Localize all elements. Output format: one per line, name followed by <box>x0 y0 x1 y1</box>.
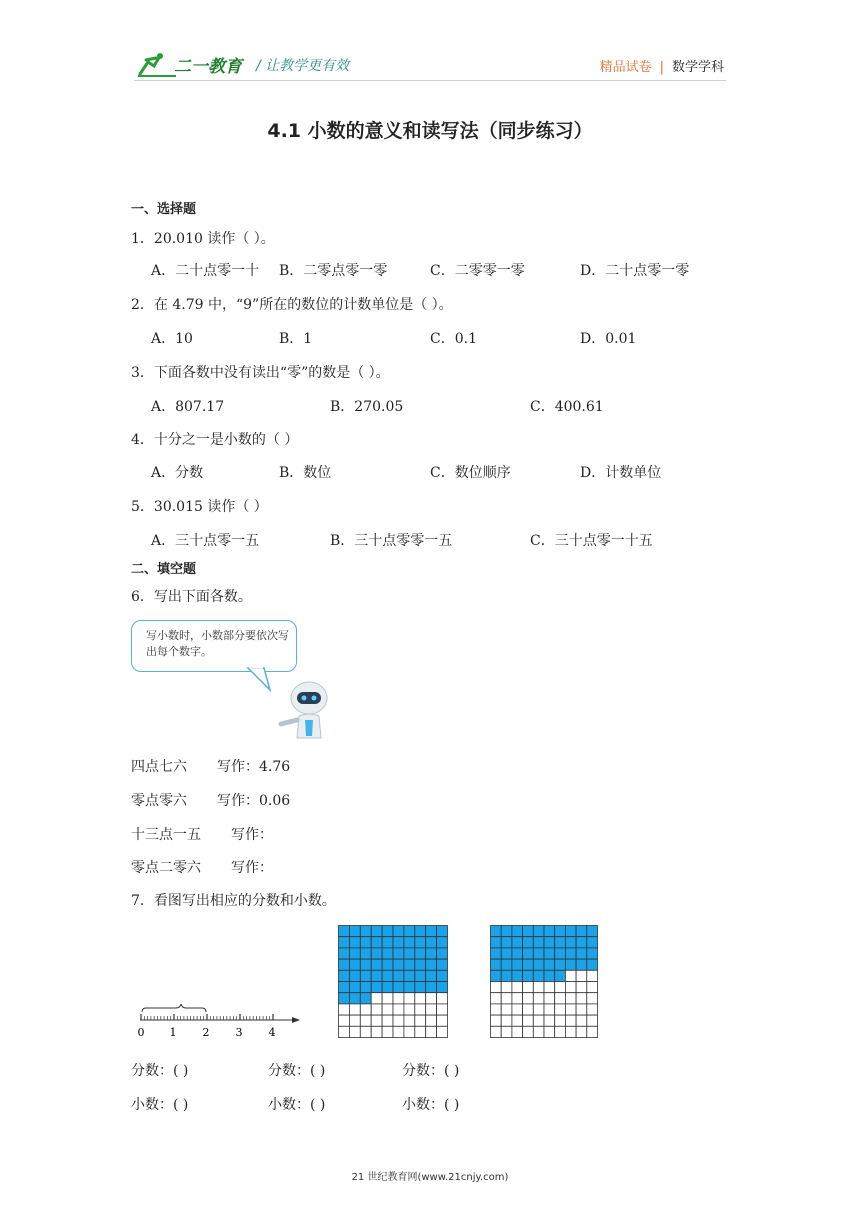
grid-cell-empty <box>415 1004 426 1015</box>
grid-cell-shaded <box>415 926 426 937</box>
grid-cell-shaded <box>349 926 360 937</box>
question-1-option-a: A．二十点零一十 <box>151 263 260 279</box>
grid-cell-empty <box>523 1004 534 1015</box>
header-badge: 精品试卷 <box>599 60 652 75</box>
question-4-option-d: D．计数单位 <box>580 465 662 481</box>
grid-cell-shaded <box>349 993 360 1004</box>
grid-cell-shaded <box>491 959 502 970</box>
q7-fraction-1: 分数：( ) <box>131 1063 189 1079</box>
question-7-stem: 7．看图写出相应的分数和小数。 <box>131 893 336 909</box>
grid-cell-empty <box>382 1015 393 1026</box>
grid-cell-shaded <box>339 948 350 959</box>
grid-cell-shaded <box>437 926 448 937</box>
grid-cell-empty <box>565 993 576 1004</box>
header-subject: 数学学科 <box>671 60 724 75</box>
question-1-option-b: B．二零点零一零 <box>279 263 388 279</box>
grid-cell-shaded <box>437 937 448 948</box>
grid-cell-shaded <box>360 948 371 959</box>
grid-cell-empty <box>555 993 566 1004</box>
grid-cell-empty <box>512 993 523 1004</box>
hundred-grid-2 <box>490 925 598 1038</box>
grid-cell-empty <box>512 982 523 993</box>
grid-cell-empty <box>491 1026 502 1037</box>
grid-cell-shaded <box>523 970 534 981</box>
grid-cell-shaded <box>437 948 448 959</box>
q6-line-2 <box>131 790 291 810</box>
grid-cell-shaded <box>576 926 587 937</box>
grid-cell-shaded <box>437 959 448 970</box>
grid-cell-empty <box>426 1004 437 1015</box>
grid-cell-shaded <box>339 982 350 993</box>
grid-cell-shaded <box>404 959 415 970</box>
question-1-option-d: D．二十点零一零 <box>580 263 690 279</box>
number-line-label-2: 2 <box>202 1026 210 1039</box>
question-2-option-c: C．0.1 <box>430 331 477 347</box>
grid-cell-shaded <box>491 937 502 948</box>
grid-cell-empty <box>533 982 544 993</box>
question-4-stem: 4．十分之一是小数的（ ） <box>131 432 299 448</box>
grid-cell-empty <box>349 1004 360 1015</box>
q6-line-4 <box>131 857 273 877</box>
section-heading-choice: 一、选择题 <box>131 202 197 217</box>
q6-line-4-write: 写作： <box>231 860 273 876</box>
grid-cell-shaded <box>501 948 512 959</box>
question-3-option-a: A．807.17 <box>151 399 225 415</box>
grid-cell-empty <box>576 1026 587 1037</box>
grid-cell-empty <box>512 1015 523 1026</box>
grid-cell-shaded <box>512 926 523 937</box>
grid-cell-shaded <box>533 926 544 937</box>
grid-cell-shaded <box>415 948 426 959</box>
grid-cell-shaded <box>544 926 555 937</box>
grid-cell-shaded <box>437 970 448 981</box>
grid-cell-shaded <box>393 982 404 993</box>
grid-cell-shaded <box>404 982 415 993</box>
grid-cell-empty <box>544 993 555 1004</box>
grid-cell-shaded <box>491 948 502 959</box>
question-1-stem: 1．20.010 读作（ ）。 <box>131 231 275 247</box>
grid-cell-empty <box>576 1015 587 1026</box>
question-5-stem: 5．30.015 读作（ ） <box>131 499 268 515</box>
grid-cell-shaded <box>371 982 382 993</box>
grid-cell-shaded <box>491 926 502 937</box>
grid-cell-shaded <box>501 970 512 981</box>
grid-cell-shaded <box>415 982 426 993</box>
grid-cell-empty <box>371 993 382 1004</box>
grid-cell-empty <box>501 993 512 1004</box>
q6-line-2-read: 零点零六 <box>131 793 187 809</box>
grid-cell-shaded <box>393 926 404 937</box>
grid-cell-empty <box>501 1026 512 1037</box>
grid-cell-empty <box>512 1026 523 1037</box>
grid-cell-empty <box>404 1015 415 1026</box>
question-3-stem: 3．下面各数中没有读出“零”的数是（ ）。 <box>131 365 390 381</box>
q6-line-3-read: 十三点一五 <box>131 827 201 843</box>
grid-cell-shaded <box>587 926 598 937</box>
grid-cell-shaded <box>555 970 566 981</box>
q6-line-4-read: 零点二零六 <box>131 860 201 876</box>
grid-cell-shaded <box>339 993 350 1004</box>
q6-line-1-read: 四点七六 <box>131 759 187 775</box>
grid-cell-empty <box>523 993 534 1004</box>
grid-cell-shaded <box>360 926 371 937</box>
question-5-option-c: C．三十点零一十五 <box>530 533 653 549</box>
question-3-option-c: C．400.61 <box>530 399 604 415</box>
number-line-label-0: 0 <box>137 1026 145 1039</box>
grid-cell-empty <box>437 1015 448 1026</box>
grid-cell-shaded <box>576 948 587 959</box>
question-2-stem: 2．在 4.79 中，“9”所在的数位的计数单位是（ ）。 <box>131 297 453 313</box>
grid-cell-shaded <box>437 982 448 993</box>
grid-cell-empty <box>501 1015 512 1026</box>
grid-cell-shaded <box>426 970 437 981</box>
q7-decimal-2: 小数：( ) <box>268 1097 326 1113</box>
question-2-option-b: B．1 <box>279 331 313 347</box>
question-4-option-a: A．分数 <box>151 465 204 481</box>
grid-cell-empty <box>544 982 555 993</box>
grid-cell-shaded <box>501 937 512 948</box>
grid-cell-shaded <box>404 926 415 937</box>
grid-cell-empty <box>501 1004 512 1015</box>
grid-cell-empty <box>404 993 415 1004</box>
grid-cell-empty <box>360 1015 371 1026</box>
number-line-brace <box>142 1004 206 1012</box>
question-2-option-d: D．0.01 <box>580 331 637 347</box>
grid-cell-empty <box>382 1026 393 1037</box>
grid-cell-empty <box>576 982 587 993</box>
grid-cell-shaded <box>339 959 350 970</box>
grid-cell-shaded <box>491 970 502 981</box>
grid-cell-empty <box>426 1026 437 1037</box>
grid-cell-empty <box>587 1004 598 1015</box>
q7-fraction-3: 分数：( ) <box>402 1063 460 1079</box>
section-heading-fill: 二、填空题 <box>131 562 197 577</box>
grid-cell-empty <box>360 1004 371 1015</box>
grid-cell-shaded <box>555 959 566 970</box>
number-line <box>136 1004 306 1040</box>
grid-cell-empty <box>339 1004 350 1015</box>
question-1-option-c: C．二零零一零 <box>430 263 525 279</box>
grid-cell-empty <box>544 1026 555 1037</box>
grid-cell-shaded <box>523 937 534 948</box>
q6-line-3-write: 写作： <box>231 827 273 843</box>
grid-cell-empty <box>587 982 598 993</box>
grid-cell-empty <box>404 1004 415 1015</box>
grid-cell-shaded <box>360 993 371 1004</box>
grid-cell-shaded <box>512 937 523 948</box>
grid-cell-shaded <box>565 959 576 970</box>
grid-cell-empty <box>404 1026 415 1037</box>
grid-cell-empty <box>523 1026 534 1037</box>
page-title: 4.1 小数的意义和读写法（同步练习） <box>267 120 593 142</box>
grid-cell-empty <box>587 1026 598 1037</box>
question-3-option-b: B．270.05 <box>330 399 404 415</box>
grid-cell-shaded <box>382 970 393 981</box>
grid-cell-shaded <box>371 970 382 981</box>
grid-cell-shaded <box>349 970 360 981</box>
grid-cell-empty <box>491 993 502 1004</box>
grid-cell-empty <box>523 982 534 993</box>
question-6-stem: 6．写出下面各数。 <box>131 589 252 605</box>
grid-cell-shaded <box>576 937 587 948</box>
grid-cell-empty <box>576 993 587 1004</box>
grid-cell-shaded <box>533 970 544 981</box>
grid-cell-shaded <box>426 937 437 948</box>
grid-cell-shaded <box>349 982 360 993</box>
grid-cell-shaded <box>426 959 437 970</box>
grid-cell-shaded <box>533 959 544 970</box>
number-line-label-1: 1 <box>169 1026 177 1039</box>
header-divider <box>134 80 726 81</box>
grid-cell-shaded <box>523 959 534 970</box>
grid-cell-shaded <box>349 948 360 959</box>
robot-icon <box>275 680 339 742</box>
grid-cell-empty <box>491 1015 502 1026</box>
hundred-grid-1 <box>338 925 448 1038</box>
grid-cell-empty <box>576 970 587 981</box>
question-5-option-a: A．三十点零一五 <box>151 533 260 549</box>
grid-cell-shaded <box>565 937 576 948</box>
q7-decimal-3: 小数：( ) <box>402 1097 460 1113</box>
brand-logo <box>136 52 248 82</box>
grid-cell-empty <box>415 993 426 1004</box>
grid-cell-shaded <box>404 948 415 959</box>
grid-cell-empty <box>491 982 502 993</box>
grid-cell-empty <box>565 1026 576 1037</box>
grid-cell-shaded <box>360 982 371 993</box>
grid-cell-shaded <box>339 970 350 981</box>
grid-cell-shaded <box>587 948 598 959</box>
grid-cell-empty <box>349 1026 360 1037</box>
grid-cell-shaded <box>404 937 415 948</box>
grid-cell-empty <box>415 1026 426 1037</box>
grid-cell-shaded <box>360 959 371 970</box>
grid-cell-shaded <box>426 926 437 937</box>
grid-cell-empty <box>533 1026 544 1037</box>
grid-cell-shaded <box>501 959 512 970</box>
question-4-option-b: B．数位 <box>279 465 332 481</box>
grid-cell-empty <box>576 1004 587 1015</box>
grid-cell-empty <box>437 1026 448 1037</box>
grid-cell-shaded <box>587 937 598 948</box>
grid-cell-empty <box>371 1026 382 1037</box>
grid-cell-empty <box>501 982 512 993</box>
grid-cell-shaded <box>371 926 382 937</box>
grid-cell-empty <box>339 1026 350 1037</box>
q6-line-1 <box>131 756 291 776</box>
grid-cell-shaded <box>349 937 360 948</box>
grid-cell-shaded <box>393 948 404 959</box>
grid-cell-empty <box>565 982 576 993</box>
grid-cell-empty <box>349 1015 360 1026</box>
header-slogan: / 让教学更有效 <box>256 58 350 74</box>
grid-cell-empty <box>544 1004 555 1015</box>
grid-cell-shaded <box>382 926 393 937</box>
header-right <box>600 56 724 75</box>
grid-cell-empty <box>544 1015 555 1026</box>
grid-cell-empty <box>565 970 576 981</box>
grid-cell-shaded <box>415 959 426 970</box>
grid-cell-empty <box>533 993 544 1004</box>
grid-cell-shaded <box>544 948 555 959</box>
grid-cell-shaded <box>565 948 576 959</box>
grid-cell-empty <box>555 1004 566 1015</box>
q6-line-1-write: 写作：4.76 <box>217 759 291 775</box>
grid-cell-shaded <box>426 948 437 959</box>
grid-cell-shaded <box>512 959 523 970</box>
grid-cell-shaded <box>360 937 371 948</box>
grid-cell-shaded <box>393 959 404 970</box>
grid-cell-empty <box>523 1015 534 1026</box>
grid-cell-empty <box>587 1015 598 1026</box>
grid-cell-empty <box>555 982 566 993</box>
runner-icon <box>140 56 160 74</box>
grid-cell-empty <box>393 1004 404 1015</box>
grid-cell-shaded <box>382 937 393 948</box>
grid-cell-shaded <box>371 959 382 970</box>
grid-cell-empty <box>371 1004 382 1015</box>
grid-cell-shaded <box>339 926 350 937</box>
grid-cell-empty <box>533 1004 544 1015</box>
grid-cell-empty <box>393 1015 404 1026</box>
grid-cell-empty <box>382 1004 393 1015</box>
question-2-option-a: A．10 <box>151 331 193 347</box>
bubble-text: 写小数时，小数部分要依次写出每个数字。 <box>146 629 289 658</box>
grid-cell-shaded <box>371 948 382 959</box>
grid-cell-shaded <box>544 959 555 970</box>
page-footer: 21 世纪教育网(www.21cnjy.com) <box>351 1172 509 1183</box>
grid-cell-empty <box>512 1004 523 1015</box>
q6-line-3 <box>131 824 273 844</box>
grid-cell-shaded <box>533 948 544 959</box>
number-line-label-3: 3 <box>235 1026 243 1039</box>
grid-cell-shaded <box>555 948 566 959</box>
grid-cell-empty <box>415 1015 426 1026</box>
grid-cell-shaded <box>371 937 382 948</box>
q6-line-2-write: 写作：0.06 <box>217 793 291 809</box>
grid-cell-shaded <box>555 937 566 948</box>
q7-decimal-1: 小数：( ) <box>131 1097 189 1113</box>
grid-cell-shaded <box>360 970 371 981</box>
grid-cell-shaded <box>382 982 393 993</box>
grid-cell-empty <box>565 1015 576 1026</box>
grid-cell-shaded <box>523 948 534 959</box>
grid-cell-empty <box>555 1015 566 1026</box>
q7-fraction-2: 分数：( ) <box>268 1063 326 1079</box>
grid-cell-shaded <box>339 937 350 948</box>
number-line-label-4: 4 <box>268 1026 276 1039</box>
grid-cell-empty <box>491 1004 502 1015</box>
grid-cell-shaded <box>349 959 360 970</box>
svg-text:二一教育: 二一教育 <box>174 57 242 77</box>
grid-cell-empty <box>339 1015 350 1026</box>
grid-cell-empty <box>393 1026 404 1037</box>
question-5-option-b: B．三十点零零一五 <box>330 533 453 549</box>
grid-cell-shaded <box>512 970 523 981</box>
grid-cell-shaded <box>555 926 566 937</box>
grid-cell-empty <box>587 993 598 1004</box>
grid-cell-shaded <box>501 926 512 937</box>
grid-cell-empty <box>437 1004 448 1015</box>
grid-cell-shaded <box>393 970 404 981</box>
grid-cell-shaded <box>415 970 426 981</box>
grid-cell-shaded <box>533 937 544 948</box>
grid-cell-shaded <box>544 937 555 948</box>
grid-cell-shaded <box>565 926 576 937</box>
grid-cell-empty <box>360 1026 371 1037</box>
grid-cell-shaded <box>415 937 426 948</box>
grid-cell-shaded <box>382 959 393 970</box>
grid-cell-empty <box>533 1015 544 1026</box>
grid-cell-shaded <box>393 937 404 948</box>
grid-cell-shaded <box>404 970 415 981</box>
grid-cell-empty <box>565 1004 576 1015</box>
grid-cell-empty <box>393 993 404 1004</box>
grid-cell-empty <box>555 1026 566 1037</box>
grid-cell-shaded <box>426 982 437 993</box>
grid-cell-empty <box>382 993 393 1004</box>
grid-cell-shaded <box>587 959 598 970</box>
grid-cell-empty <box>371 1015 382 1026</box>
grid-cell-shaded <box>382 948 393 959</box>
grid-cell-shaded <box>512 948 523 959</box>
grid-cell-empty <box>437 993 448 1004</box>
grid-cell-empty <box>426 993 437 1004</box>
header-separator: | <box>659 60 664 75</box>
grid-cell-shaded <box>544 970 555 981</box>
grid-cell-empty <box>587 970 598 981</box>
grid-cell-empty <box>426 1015 437 1026</box>
grid-cell-shaded <box>576 959 587 970</box>
question-4-option-c: C．数位顺序 <box>430 465 511 481</box>
grid-cell-shaded <box>523 926 534 937</box>
